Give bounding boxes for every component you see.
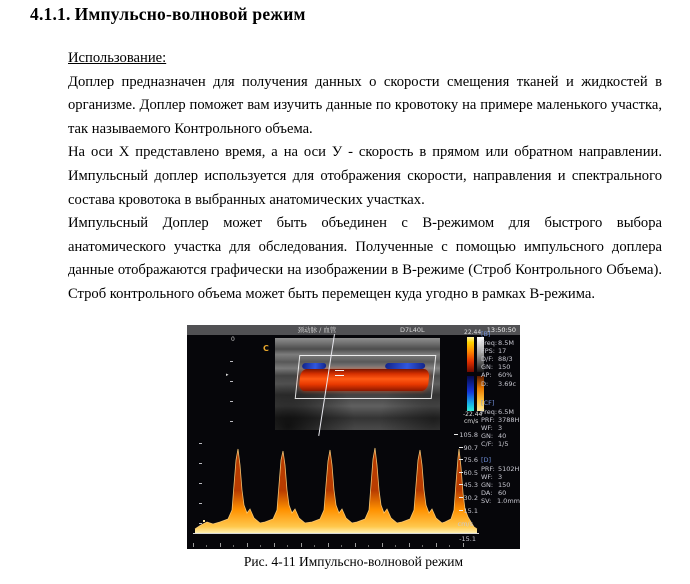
spectral-axis-label: 60.5 [459, 470, 478, 477]
scale-tick [274, 543, 275, 547]
us-param-label: SV: [481, 497, 492, 506]
axis-tick [459, 472, 463, 473]
us-param-label: WF: [481, 472, 493, 481]
scale-tick [382, 543, 383, 547]
scale-tick [260, 545, 261, 547]
us-param-value: 88/3 [498, 354, 513, 363]
scale-tick [220, 543, 221, 547]
us-param-label: Freq: [481, 338, 498, 347]
us-param-label: FPS: [481, 346, 495, 355]
colorbar-min-label: -22.44 [463, 411, 483, 418]
us-param-label: D/F: [481, 354, 494, 363]
section-number: 4.1.1. [30, 4, 71, 24]
usage-label [68, 47, 662, 71]
scale-tick [436, 543, 437, 547]
time-display: 13:50:50 [486, 326, 516, 334]
us-panel-title: [CF] [481, 399, 495, 407]
scale-tick [368, 545, 369, 547]
us-param-label: Freq: [481, 407, 498, 416]
us-param-label: AP: [481, 371, 492, 380]
scale-tick [193, 543, 194, 547]
spectral-axis-label: 90.7 [459, 445, 478, 452]
us-param-value: 1.0mm [496, 497, 520, 506]
scale-tick [314, 545, 315, 547]
spectral-axis-label: 75.6 [459, 457, 478, 464]
spectral-below-baseline-label: -15.1 [459, 535, 476, 543]
us-param-value: 40 [498, 432, 507, 441]
focus-marker-icon: ▸ [226, 372, 229, 378]
axis-tick [459, 497, 463, 498]
us-param-value: 3 [498, 472, 503, 481]
figure-4-11 [187, 325, 520, 570]
depth-scale-zero: 0 [231, 336, 235, 343]
us-param-label: GN: [481, 363, 494, 372]
paragraph-2: На оси X представлено время, а на оси У - скорость в прямом или обратном направлении. Импульсный доплер используется для отображения скорости, направления и спектрального состава кровотока в выбранных анатомических участках. [68, 144, 662, 208]
us-param-value: 6.5M [498, 407, 514, 416]
scale-tick [463, 543, 464, 547]
ultrasound-screenshot [187, 325, 520, 549]
color-mode-marker: C [263, 344, 269, 353]
us-param-value: 150 [498, 480, 511, 489]
us-param-value: 3788H [498, 415, 520, 424]
us-param-value: 8.5M [498, 338, 514, 347]
axis-tick [459, 484, 463, 485]
figure-caption: Рис. 4-11 Импульсно-волновой режим [243, 554, 464, 569]
us-param-label: DA: [481, 489, 493, 498]
scale-tick [247, 543, 248, 547]
scale-tick [341, 545, 342, 547]
axis-tick [459, 447, 463, 448]
spectral-velocity-axis [442, 432, 478, 527]
axis-tick [454, 434, 458, 435]
section-heading [30, 4, 306, 25]
axis-tick [459, 459, 463, 460]
spectral-axis-label: 30.2 [459, 495, 478, 502]
exam-type-label: 颈动脉 / 血管 [297, 326, 337, 334]
scale-tick [409, 543, 410, 547]
scale-tick [395, 545, 396, 547]
us-panel-title: [D] [481, 456, 492, 464]
colorbar-unit-label: cm/s [464, 418, 479, 425]
us-param-label: D: [481, 379, 489, 388]
us-panel-title: [B] [481, 330, 491, 338]
scale-tick [328, 543, 329, 547]
scale-tick [301, 543, 302, 547]
us-param-value: 5102H [498, 464, 520, 473]
scale-tick [355, 543, 356, 547]
body-text [68, 47, 662, 307]
spectral-baseline [193, 533, 479, 534]
us-param-label: PRF: [481, 464, 495, 473]
section-title: Импульсно-волновой режим [74, 4, 306, 24]
spectral-unit-label: cm/s [457, 520, 473, 528]
us-param-value: 1/5 [498, 440, 509, 449]
us-param-label: WF: [481, 423, 493, 432]
scale-tick [206, 545, 207, 547]
us-param-label: GN: [481, 480, 494, 489]
us-param-label: GN: [481, 432, 494, 441]
us-param-value: 3.69c [498, 379, 517, 388]
probe-model-label: D7L40L [400, 326, 425, 334]
scale-tick [233, 545, 234, 547]
scale-tick [287, 545, 288, 547]
spectral-axis-label: 15.1 [459, 508, 478, 515]
scale-tick [422, 545, 423, 547]
us-param-value: 150 [498, 363, 511, 372]
us-param-label: C/F: [481, 440, 494, 449]
us-param-value: 60 [498, 489, 507, 498]
us-param-value: 17 [498, 346, 507, 355]
colorbar-max-label: 22.44 [464, 329, 482, 336]
usage-label-text: Использование: [68, 50, 167, 66]
paragraph-3: Импульсный Доплер может быть объединен с B-режимом для быстрого выбора анатомического участка для обследования. Полученные с помощью импульсного доплера данные отображаются графически на изображении в B-режиме (Строб Контрольного Объема). Строб контрольного объема может быть перемещен куда угодно в рамках B-режима. [68, 215, 662, 302]
us-param-value: 3 [498, 423, 503, 432]
us-param-value: 60% [498, 371, 513, 380]
scale-tick [449, 545, 450, 547]
axis-tick [459, 510, 463, 511]
spectral-axis-label: 105.8 [454, 432, 478, 439]
paragraph-1: Доплер предназначен для получения данных о скорости смещения тканей и жидкостей в организме. Доплер поможет вам изучить данные по кровотоку на примере маленького участка, так называемого Контрольного объема. [68, 73, 662, 137]
us-param-label: PRF: [481, 415, 495, 424]
spectral-axis-label: 45.3 [459, 482, 478, 489]
